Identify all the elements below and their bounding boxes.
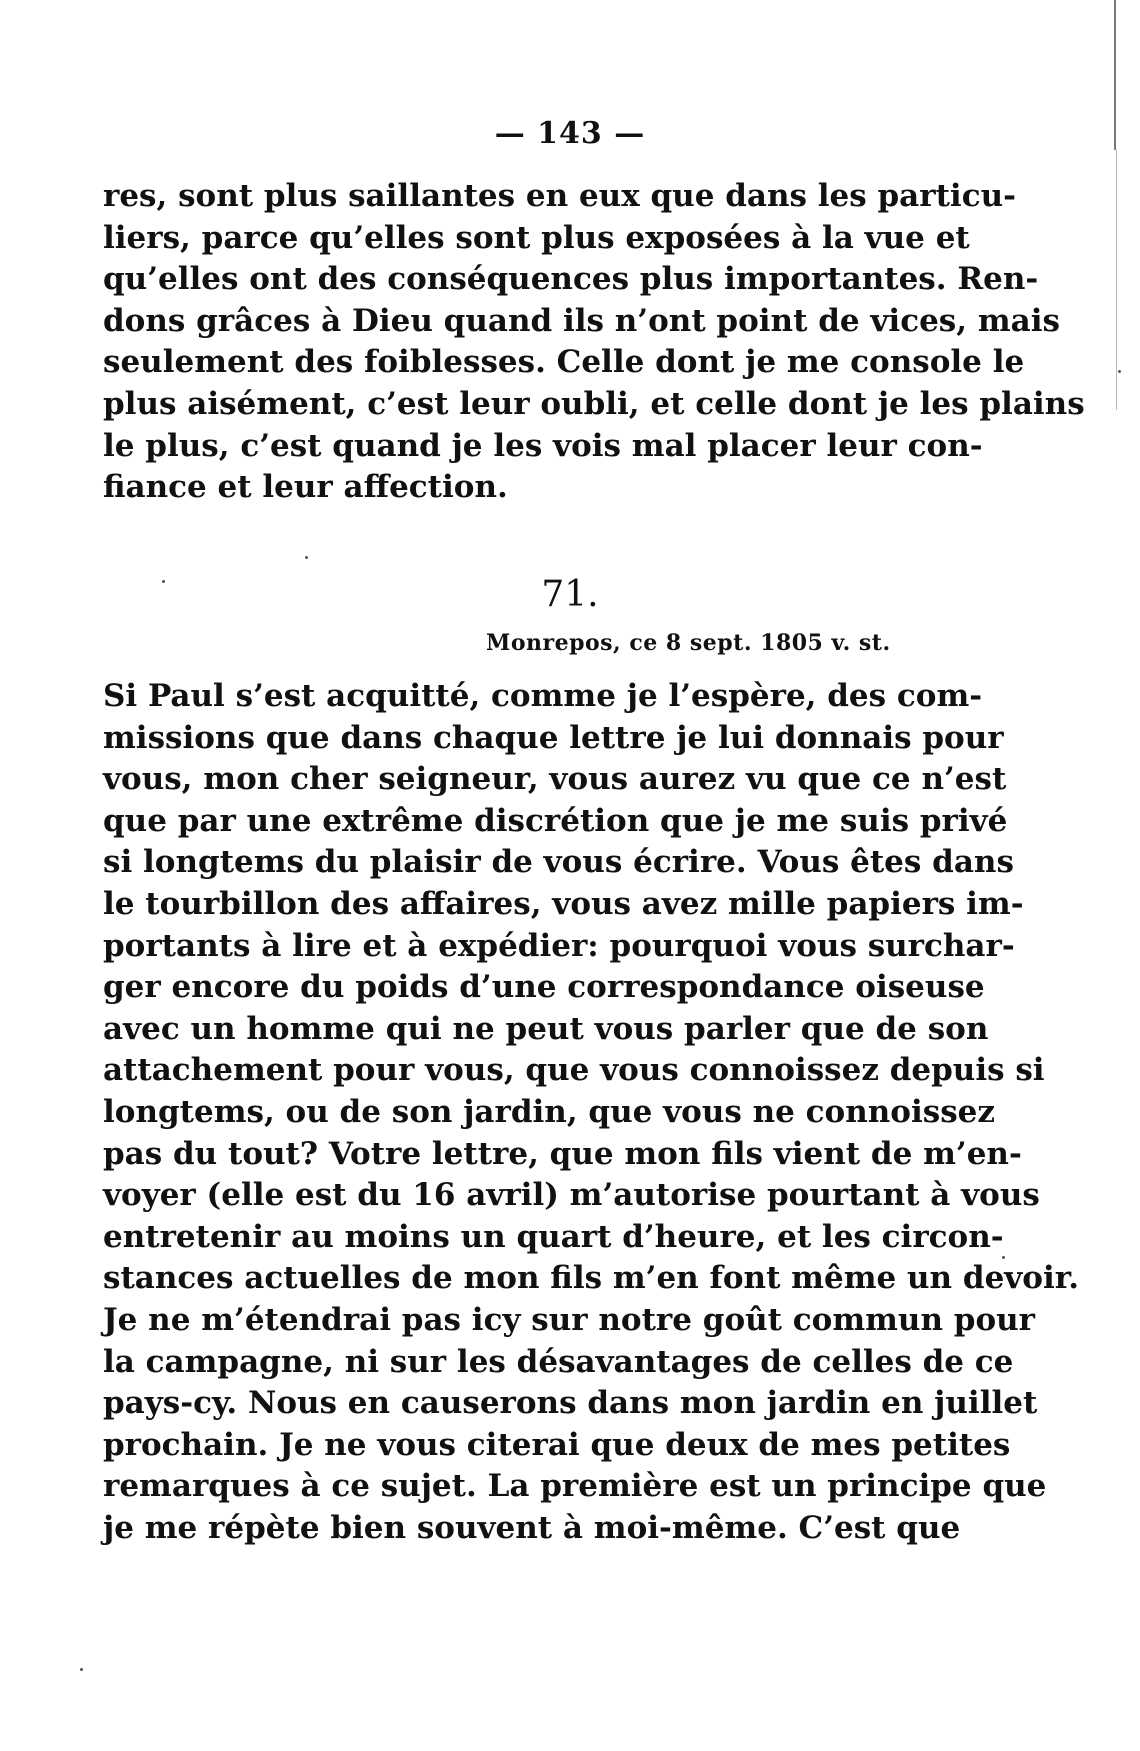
text-line: le tourbillon des affaires, vous avez mille papiers im- [103,885,1024,922]
text-line: qu’elles ont des conséquences plus importantes. Ren- [103,261,1039,298]
text-line: res, sont plus saillantes en eux que dans les particu- [103,178,1016,214]
scan-speck [305,556,308,559]
scan-speck [1002,1256,1005,1259]
text-line: entretenir au moins un quart d’heure, et les circon- [103,1218,1004,1255]
text-line: attachement pour vous, que vous connoissez depuis si [103,1052,1045,1089]
text-line: Si Paul s’est acquitté, comme je l’espère, des com- [103,678,983,714]
text-line: seulement des foiblesses. Celle dont je me console le [103,344,1025,381]
text-line: fiance et leur affection. [103,469,508,506]
page-number: — 143 — [494,116,646,151]
letter-body [103,676,1080,1549]
text-line: que par une extrême discrétion que je me suis privé [103,802,1008,839]
text-line: stances actuelles de mon fils m’en font même un devoir. [103,1260,1080,1297]
text-line: la campagne, ni sur les désavantages de celles de ce [103,1343,1014,1380]
text-line: vous, mon cher seigneur, vous aurez vu que ce n’est [103,761,1007,798]
text-line: Je ne m’étendrai pas icy sur notre goût commun pour [103,1301,1036,1338]
text-line: missions que dans chaque lettre je lui donnais pour [103,719,1004,756]
text-line: voyer (elle est du 16 avril) m’autorise pourtant à vous [103,1177,1040,1214]
scan-speck [162,580,165,583]
text-line: longtems, ou de son jardin, que vous ne connoissez [103,1093,995,1130]
text-line: remarques à ce sujet. La première est un principe que [103,1468,1047,1505]
scan-speck [1118,370,1121,373]
text-line: ger encore du poids d’une correspondance oiseuse [103,969,985,1006]
text-line: avec un homme qui ne peut vous parler que de son [103,1010,989,1047]
paragraph-continued [103,176,1085,509]
text-line: si longtems du plaisir de vous écrire. Vous êtes dans [103,844,1014,881]
scan-speck [80,1668,83,1671]
text-line: pas du tout? Votre lettre, que mon fils vient de m’en- [103,1135,1022,1172]
text-line: pays-cy. Nous en causerons dans mon jardin en juillet [103,1385,1038,1422]
text-line: prochain. Je ne vous citerai que deux de mes petites [103,1426,1011,1463]
text-line: je me répète bien souvent à moi-même. C’est que [103,1509,961,1546]
text-line: portants à lire et à expédier: pourquoi vous surchar- [103,927,1015,964]
text-line: dons grâces à Dieu quand ils n’ont point de vices, mais [103,302,1060,339]
text-line: le plus, c’est quand je les vois mal placer leur con- [103,427,983,464]
letter-number: 71. [541,574,599,615]
text-line: liers, parce qu’elles sont plus exposées à la vue et [103,219,970,256]
letter-dateline: Monrepos, ce 8 sept. 1805 v. st. [486,630,891,656]
page-edge [1116,150,1117,410]
text-line: plus aisément, c’est leur oubli, et celle dont je les plains [103,385,1085,422]
